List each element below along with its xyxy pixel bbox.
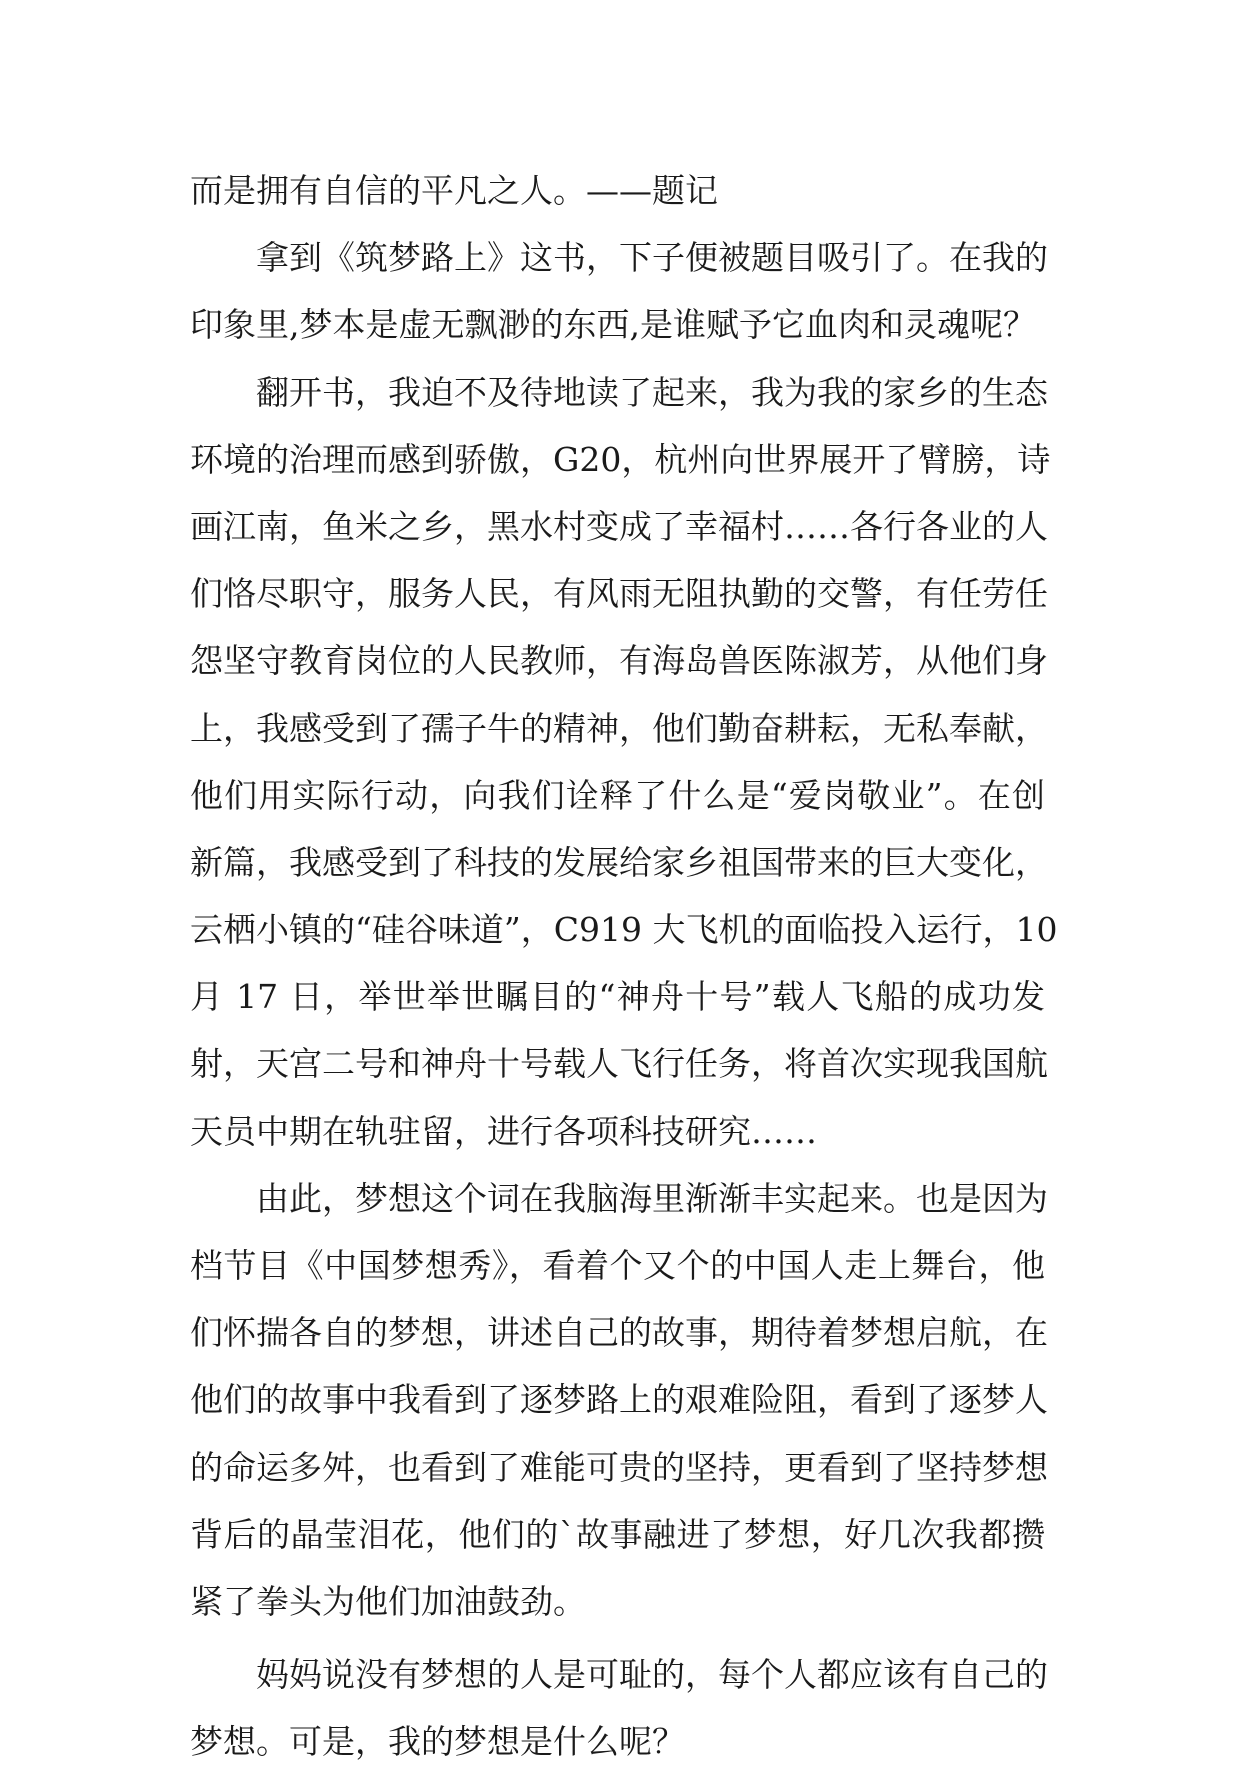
text-line: 他们用实际行动，向我们诠释了什么是“爱岗敬业”。在创 xyxy=(190,775,1045,815)
paragraph xyxy=(190,359,1058,1165)
text-line: 由此，梦想这个词在我脑海里渐渐丰实起来。也是因为 xyxy=(256,1178,1048,1218)
paragraph xyxy=(190,224,1048,358)
text-line: 梦想。可是，我的梦想是什么呢？ xyxy=(190,1722,685,1762)
text-line: 妈妈说没有梦想的人是可耻的，每个人都应该有自己的 xyxy=(256,1655,1048,1695)
text-line: 而是拥有自信的平凡之人。——题记 xyxy=(190,171,718,210)
text-line: 月 17 日，举世举世瞩目的“神舟十号”载人飞船的成功发 xyxy=(190,977,1045,1017)
text-line: 怨坚守教育岗位的人民教师，有海岛兽医陈淑芳，从他们身 xyxy=(190,641,1048,681)
text-line: 拿到《筑梦路上》这书，下子便被题目吸引了。在我的 xyxy=(256,238,1048,278)
text-line: 射，天宫二号和神舟十号载人飞行任务，将首次实现我国航 xyxy=(190,1044,1048,1084)
text-line: 环境的治理而感到骄傲，G20，杭州向世界展开了臂膀，诗 xyxy=(190,439,1051,479)
text-line: 们恪尽职守，服务人民，有风雨无阻执勤的交警，有任劳任 xyxy=(190,574,1048,614)
text-line: 天员中期在轨驻留，进行各项科技研究…… xyxy=(190,1111,817,1151)
text-line: 他们的故事中我看到了逐梦路上的艰难险阻，看到了逐梦人 xyxy=(190,1380,1048,1420)
text-line: 上，我感受到了孺子牛的精神，他们勤奋耕耘，无私奉献， xyxy=(190,708,1048,748)
document-body xyxy=(190,157,1058,1776)
text-line: 们怀揣各自的梦想，讲述自己的故事，期待着梦想启航，在 xyxy=(190,1313,1048,1353)
paragraph xyxy=(190,1165,1048,1635)
text-line: 画江南，鱼米之乡，黑水村变成了幸福村……各行各业的人 xyxy=(190,506,1048,546)
text-line: 背后的晶莹泪花，他们的`故事融进了梦想，好几次我都攒 xyxy=(190,1514,1045,1554)
paragraph xyxy=(190,157,1045,224)
text-line: 翻开书，我迫不及待地读了起来，我为我的家乡的生态 xyxy=(256,372,1048,412)
text-line: 云栖小镇的“硅谷味道”，C919 大飞机的面临投入运行，10 xyxy=(190,910,1058,950)
text-line: 的命运多舛，也看到了难能可贵的坚持，更看到了坚持梦想 xyxy=(190,1447,1048,1487)
text-line: 印象里,梦本是虚无飘渺的东西,是谁赋予它血肉和灵魂呢？ xyxy=(190,305,1036,345)
text-line: 档节目《中国梦想秀》，看着个又个的中国人走上舞台，他 xyxy=(190,1246,1045,1285)
paragraph xyxy=(190,1641,1048,1775)
text-line: 新篇，我感受到了科技的发展给家乡祖国带来的巨大变化， xyxy=(190,842,1048,882)
text-line: 紧了拳头为他们加油鼓劲。 xyxy=(190,1581,586,1621)
